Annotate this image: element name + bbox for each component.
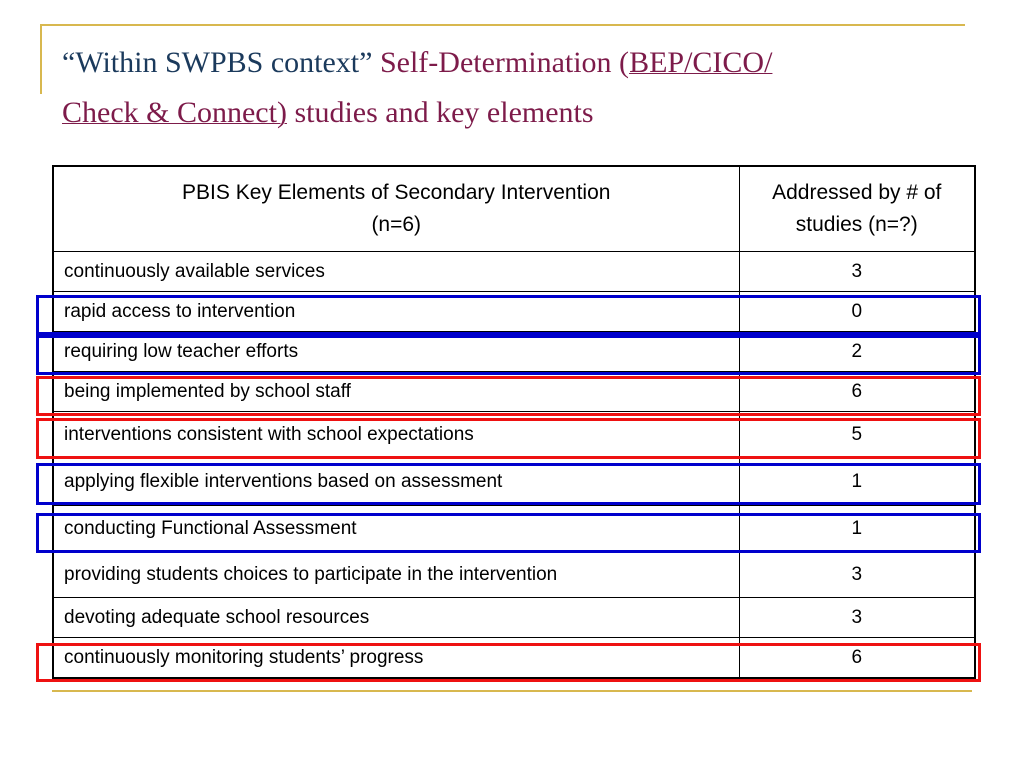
element-cell: interventions consistent with school expectations [53,412,739,459]
count-cell: 5 [739,412,975,459]
table-row [53,459,975,506]
header-key-elements-title: PBIS Key Elements of Secondary Intervention [182,181,611,204]
table-row [53,332,975,372]
title-link-bep-cico[interactable]: BEP/CICO/ [629,46,773,79]
title-close-quote: ” [359,46,373,79]
element-cell: applying flexible interventions based on assessment [53,459,739,506]
count-cell: 6 [739,638,975,679]
table-row [53,252,975,292]
table-row [53,292,975,332]
title-context: Within SWPBS context [75,46,360,79]
table-header-row [53,166,975,252]
header-addressed-by: Addressed by # of studies (n=?) [739,166,975,252]
element-cell: rapid access to intervention [53,292,739,332]
element-cell: conducting Functional Assessment [53,506,739,553]
slide-title [62,38,962,138]
count-cell: 3 [739,252,975,292]
title-open-quote: “ [62,46,76,79]
element-cell: being implemented by school staff [53,372,739,412]
element-cell: continuously monitoring students’ progress [53,638,739,679]
element-cell: devoting adequate school resources [53,598,739,638]
title-studies: studies and key elements [286,96,594,129]
header-key-elements-n: (n=6) [371,213,422,236]
count-cell: 1 [739,506,975,553]
count-cell: 1 [739,459,975,506]
count-cell: 6 [739,372,975,412]
table-row [53,553,975,598]
key-elements-table [52,165,976,679]
frame-top-line [40,24,965,26]
count-cell: 2 [739,332,975,372]
frame-bottom-line [52,690,972,692]
table-row [53,412,975,459]
table-row [53,638,975,679]
count-cell: 0 [739,292,975,332]
frame-left-line [40,24,42,94]
count-cell: 3 [739,598,975,638]
table-row [53,506,975,553]
element-cell: providing students choices to participate in the intervention [53,553,739,598]
title-link-check-connect[interactable]: Check & Connect) [62,96,287,129]
table-row [53,598,975,638]
title-self-determination: Self-Determination ( [372,46,630,79]
header-key-elements [53,166,739,252]
count-cell: 3 [739,553,975,598]
table-row [53,372,975,412]
element-cell: continuously available services [53,252,739,292]
element-cell: requiring low teacher efforts [53,332,739,372]
